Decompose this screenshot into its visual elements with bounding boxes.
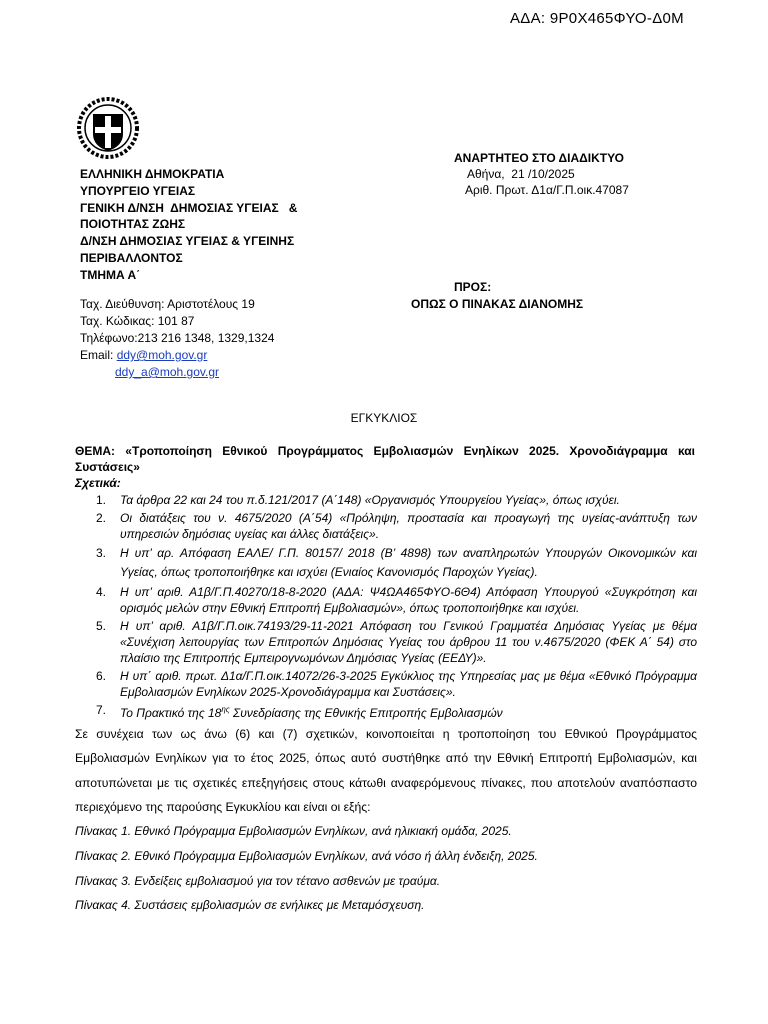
- header-line: ΥΠΟΥΡΓΕΙΟ ΥΓΕΙΑΣ: [80, 183, 196, 198]
- reference-superscript: ης: [221, 705, 230, 714]
- header-line: ΠΕΡΙΒΑΛΛΟΝΤΟΣ: [80, 250, 183, 265]
- table-reference: Πίνακας 3. Ενδείξεις εμβολιασμού για τον τέτανο ασθενών με τραύμα.: [75, 874, 441, 888]
- related-label: Σχετικά:: [75, 476, 121, 490]
- table-reference: Πίνακας 4. Συστάσεις εμβολιασμών σε ενήλικες με Μεταμόσχευση.: [75, 898, 425, 912]
- reference-item: [75, 702, 697, 721]
- reference-number: 3.: [96, 546, 107, 560]
- contact-info: [80, 296, 274, 381]
- references-list: [75, 492, 697, 723]
- table-reference: Πίνακας 2. Εθνικό Πρόγραμμα Εμβολιασμών Ενηλίκων, ανά νόσο ή άλλη ένδειξη, 2025.: [75, 849, 538, 863]
- reference-text: Η υπ’ αριθ. Α1β/Γ.Π.οικ.74193/29-11-2021 Απόφαση του Γενικού Γραμματέα Δημόσιας Υγείας με θέμα «Συνέχιση λειτουργίας των Επιτροπών Δημόσιας Υγείας του άρθρου 11 του ν.4675/2020 (ΦΕΚ Α΄ 54) στο πλαίσιο της Επιτροπής Εμπειρογνωμόνων Δημόσιας Υγείας (ΕΕΔΥ)».: [120, 619, 697, 665]
- email-row-secondary: [80, 364, 274, 381]
- header-line: ΠΟΙΟΤΗΤΑΣ ΖΩΗΣ: [80, 217, 186, 232]
- reference-item: [75, 668, 697, 700]
- reference-item: [75, 492, 697, 508]
- header-line: ΓΕΝΙΚΗ Δ/ΝΣΗ ΔΗΜΟΣΙΑΣ ΥΓΕΙΑΣ &: [80, 200, 298, 215]
- reference-number: 6.: [96, 669, 107, 683]
- hellenic-republic-emblem-icon: [76, 96, 140, 160]
- reference-item: [75, 510, 697, 542]
- reference-text: Οι διατάξεις του ν. 4675/2020 (Α΄54) «Πρόληψη, προστασία και προαγωγή της υγείας-ανάπτυξη των υπηρεσιών δημόσιας υγείας και άλλες διατάξεις».: [120, 511, 697, 541]
- email-row: [80, 347, 274, 364]
- posting-notice: ΑΝΑΡΤΗΤΕΟ ΣΤΟ ΔΙΑΔΙΚΤΥΟ: [454, 151, 624, 165]
- email-label: Email:: [80, 348, 117, 362]
- subject: ΘΕΜΑ: «Τροποποίηση Εθνικού Προγράμματος Εμβολιασμών Ενηλίκων 2025. Χρονοδιάγραμμα και Συστάσεις»: [75, 444, 695, 474]
- header-line: Δ/ΝΣΗ ΔΗΜΟΣΙΑΣ ΥΓΕΙΑΣ & ΥΓΕΙΝΗΣ: [80, 234, 295, 249]
- issuing-authority: [80, 166, 297, 284]
- reference-text: Η υπ’ αριθ. Α1β/Γ.Π.40270/18-8-2020 (ΑΔΑ: Ψ4ΩΑ465ΦΥΟ-6Θ4) Απόφαση Υπουργού «Συγκρότηση και ορισμός μελών στην Εθνική Επιτροπή Εμβολιασμών», όπως τροποποιήθηκε και ισχύει.: [120, 585, 697, 615]
- reference-text: Η υπ’ αρ. Απόφαση ΕΑΛΕ/ Γ.Π. 80157/ 2018 (Β’ 4898) των αναπληρωτών Υπουργών Οικονομικών και Υγείας, όπως τροποποιήθηκε και ισχύει (Ενιαίος Κανονισμός Παροχών Υγείας).: [120, 546, 697, 579]
- header-line: ΕΛΛΗΝΙΚΗ ΔΗΜΟΚΡΑΤΙΑ: [80, 167, 225, 181]
- reference-text: Η υπ΄ αριθ. πρωτ. Δ1α/Γ.Π.οικ.14072/26-3-2025 Εγκύκλιος της Υπηρεσίας μας με θέμα «Εθνικό Πρόγραμμα Εμβολιασμών Ενηλίκων 2025-Χρονοδιάγραμμα και Συστάσεις».: [120, 669, 697, 699]
- reference-text: Τα άρθρα 22 και 24 του π.δ.121/2017 (Α΄148) «Οργανισμός Υπουργείου Υγείας», όπως ισχύει.: [120, 493, 620, 507]
- reference-number: 7.: [96, 703, 107, 717]
- recipient-value: ΟΠΩΣ Ο ΠΙΝΑΚΑΣ ΔΙΑΝΟΜΗΣ: [411, 297, 584, 311]
- email-link-primary[interactable]: ddy@moh.gov.gr: [116, 348, 208, 362]
- phone: Τηλέφωνο:213 216 1348, 1329,1324: [80, 331, 275, 345]
- reference-text: Το Πρακτικό της 18: [120, 706, 222, 720]
- reference-number: 4.: [96, 585, 107, 599]
- ada-code: ΑΔΑ: 9Ρ0Χ465ΦΥΟ-Δ0Μ: [510, 10, 684, 27]
- reference-item: [75, 544, 697, 582]
- reference-number: 1.: [96, 493, 107, 507]
- reference-text: Συνεδρίασης της Εθνικής Επιτροπής Εμβολιασμών: [229, 706, 503, 720]
- postcode: Ταχ. Κώδικας: 101 87: [80, 314, 195, 328]
- email-link-secondary[interactable]: ddy_a@moh.gov.gr: [115, 365, 220, 379]
- reference-number: 2.: [96, 511, 107, 525]
- header-line: ΤΜΗΜΑ Α΄: [80, 267, 141, 282]
- circular-title: ΕΓΚΥΚΛΙΟΣ: [350, 411, 418, 425]
- body-paragraph: Σε συνέχεια των ως άνω (6) και (7) σχετικών, κοινοποιείται η τροποποίηση του Εθνικού Προγράμματος Εμβολιασμών Ενηλίκων για το έτος 2025, όπως αυτό συστήθηκε από την Εθνική Επιτροπή Εμβολιασμών, και αποτυπώνεται με τις σχετικές επεξηγήσεις στους κάτωθι αναφερόμενους πίνακες, που αποτελούν αναπόσπαστο περιεχόμενο της παρούσης Εγκυκλίου και είναι οι εξής:: [75, 727, 697, 814]
- recipient-label: ΠΡΟΣ:: [454, 280, 492, 294]
- reference-number: 5.: [96, 619, 107, 633]
- protocol-number: Αριθ. Πρωτ. Δ1α/Γ.Π.οικ.47087: [465, 183, 629, 197]
- table-reference: Πίνακας 1. Εθνικό Πρόγραμμα Εμβολιασμών Ενηλίκων, ανά ηλικιακή ομάδα, 2025.: [75, 824, 512, 838]
- address: Ταχ. Διεύθυνση: Αριστοτέλους 19: [80, 297, 255, 311]
- reference-item: [75, 584, 697, 616]
- document-date: Αθήνα, 21 /10/2025: [467, 167, 575, 181]
- reference-item: [75, 618, 697, 666]
